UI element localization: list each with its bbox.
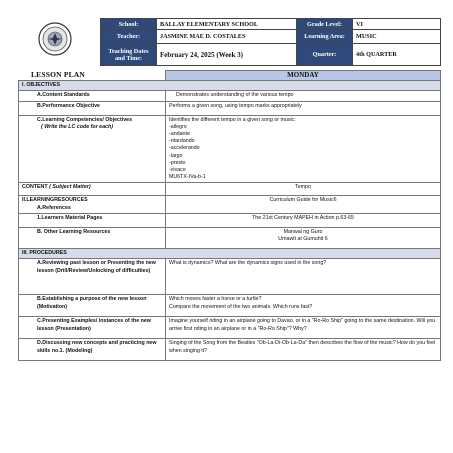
teaching-dates-value: February 24, 2025 (Week 3) (157, 44, 297, 66)
learners-material-label: 1.Learners Material Pages (19, 213, 166, 227)
references-label: A.References (37, 204, 71, 211)
list-item: -vivace (169, 167, 186, 174)
procedure-c-label: C.Presenting Examples/ instances of the new lesson (Presentation) (19, 317, 166, 339)
content-label: CONTENT (22, 184, 48, 191)
lesson-plan-table (18, 70, 441, 361)
learning-competencies-note: ( Write the LC code for each) (41, 123, 114, 130)
performance-objective-value: Performs a given song, using tempo marks appropriately (166, 101, 441, 115)
learning-competencies-value (166, 115, 441, 183)
quarter-value: 4th QUARTER (353, 44, 441, 66)
lesson-plan-title: LESSON PLAN (30, 70, 86, 79)
school-value: BALLAY ELEMENTARY SCHOOL (157, 19, 297, 30)
list-item: -andante (169, 131, 190, 138)
other-resource-1: Manwal ng Guro (283, 228, 323, 235)
quarter-label: Quarter: (297, 44, 353, 66)
list-item: -largo (169, 152, 183, 159)
learning-resources-cell (19, 196, 166, 213)
procedure-d-value: Singing of the Song from the Beatles "Ob-La-Di-Ob-La-Da" then describes the flow of the music? How do you feel when singing it? (166, 339, 441, 361)
procedure-d-label: D.Discussing new concepts and practicing new skills no.1. (Modeling) (19, 339, 166, 361)
procedure-b-line-1: Which moves faster a horse or a turtle? (169, 296, 262, 303)
day-header: MONDAY (166, 71, 441, 81)
content-standards-value: Demonstrates understanding of the various tempo (166, 91, 441, 101)
procedure-b-line-2: Compare the movement of the two animals. Which runs fast? (169, 303, 313, 310)
teaching-dates-label: Teaching Dates and Time: (101, 44, 157, 66)
list-item: -ritardando (169, 138, 195, 145)
header-info-table (100, 18, 441, 66)
performance-objective-label: B.Performance Objective (19, 101, 166, 115)
grade-level-label: Grade Level: (297, 19, 353, 30)
procedure-c-value: Imagine yourself riding in an airplane going to Davao, or in a "Ro-Ro Ship" going to the same destination. Will you arrive first riding in an airplane or in a "Ro-Ro Ship"? Why? (166, 317, 441, 339)
competencies-intro: Identifies the different tempo in a given song or music: (169, 116, 296, 123)
list-item: MU6TX-IVa-b-1 (169, 174, 206, 181)
learners-material-value: The 21st Century MAPEH in Action p.63-65 (166, 213, 441, 227)
tempo-list (169, 124, 437, 182)
procedure-a-value: What is dynamics? What are the dynamics signs used in the song? (166, 259, 441, 295)
learning-area-label: Learning Area: (297, 30, 353, 44)
other-resources-label: B. Other Learning Resources (19, 227, 166, 248)
other-resource-2: Umawit at Gumuhit 6 (278, 236, 328, 243)
deped-logo-block (18, 20, 96, 79)
teacher-label: Teacher: (101, 30, 157, 44)
content-standards-label: A.Content Standards (19, 91, 166, 101)
learning-resources-label: II.LEARNINGRESOURCES (22, 197, 88, 204)
procedure-b-value (166, 295, 441, 317)
list-item: -allegro (169, 123, 187, 130)
procedure-a-label: A.Reviewing past lesson or Presenting the new lesson (Drill/Review/Unlocking of difficulties) (19, 259, 166, 295)
school-label: School: (101, 19, 157, 30)
procedures-heading: III. PROCEDURES (19, 249, 441, 259)
content-label-cell (19, 183, 166, 196)
learning-area-value: MUSIC (353, 30, 441, 44)
other-resources-value (166, 227, 441, 248)
deped-seal-icon (38, 22, 72, 56)
list-item: -accelerando (169, 145, 200, 152)
objectives-heading: I. OBJECTIVES (19, 81, 441, 91)
procedure-b-label: B.Establishing a purpose of the new lesson (Motivation) (19, 295, 166, 317)
teacher-value: JASMINE MAE D. COSTALES (157, 30, 297, 44)
grade-level-value: VI (353, 19, 441, 30)
content-value: Tempo (166, 183, 441, 196)
content-note: ( Subject Matter) (49, 184, 91, 191)
learning-competencies-label: C.Learning Competencies/ Objectives (37, 116, 133, 123)
list-item: -presto (169, 159, 186, 166)
learning-competencies-cell (19, 115, 166, 183)
references-value: Curriculum Guide for Music6 (166, 196, 441, 213)
